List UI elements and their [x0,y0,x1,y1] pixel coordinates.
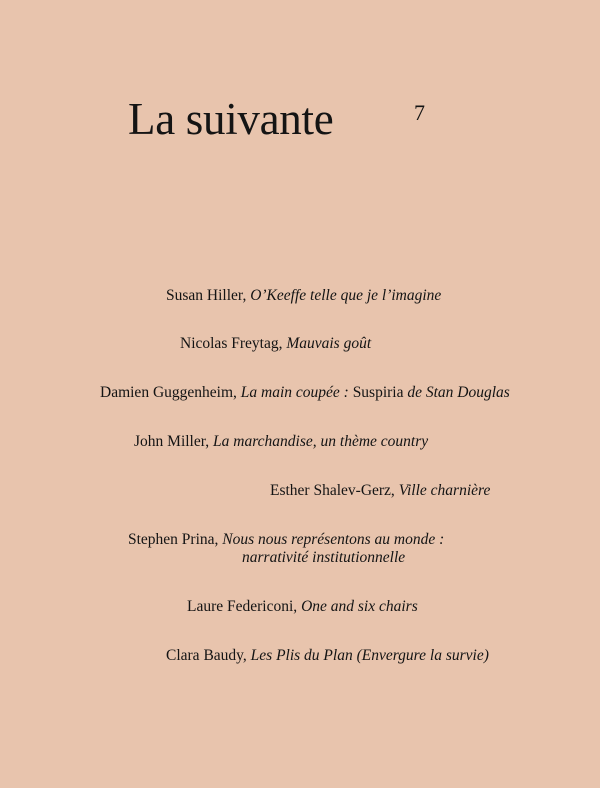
entry-author: John Miller, [134,433,210,450]
contents-entry-hiller [166,286,441,306]
entry-title: Les Plis du Plan (Envergure la survie) [250,647,489,664]
entry-title: La main coupée : [240,384,349,401]
entry-author: Damien Guggenheim, [100,384,237,401]
contents-entry-freytag [180,334,371,354]
entry-title: Ville charnière [398,482,491,499]
contents-entry-federiconi [187,597,418,617]
entry-author: Stephen Prina, [128,531,219,548]
entry-film-title: Suspiria [352,384,404,401]
entry-author: Nicolas Freytag, [180,335,283,352]
entry-author: Laure Federiconi, [187,598,298,615]
contents-entry-shalev-gerz [270,481,490,501]
contents-entry-baudy [166,646,489,666]
entry-title: One and six chairs [301,598,418,615]
entry-title-end: de Stan Douglas [407,384,510,401]
entry-author: Esther Shalev-Gerz, [270,482,395,499]
entry-author: Clara Baudy, [166,647,247,664]
issue-number: 7 [414,100,425,125]
page-title: La suivante [128,94,334,144]
contents-entry-prina [128,530,444,550]
entry-title: La marchandise, un thème country [213,433,429,450]
entry-author: Susan Hiller, [166,287,247,304]
entry-title: Nous nous représentons au monde : [222,531,445,548]
entry-title-continuation: narrativité institutionnelle [242,549,406,566]
entry-title: Mauvais goût [286,335,372,352]
entry-title: O’Keeffe telle que je l’imagine [250,287,442,304]
contents-entry-guggenheim [100,383,510,403]
contents-entry-miller [134,432,428,452]
